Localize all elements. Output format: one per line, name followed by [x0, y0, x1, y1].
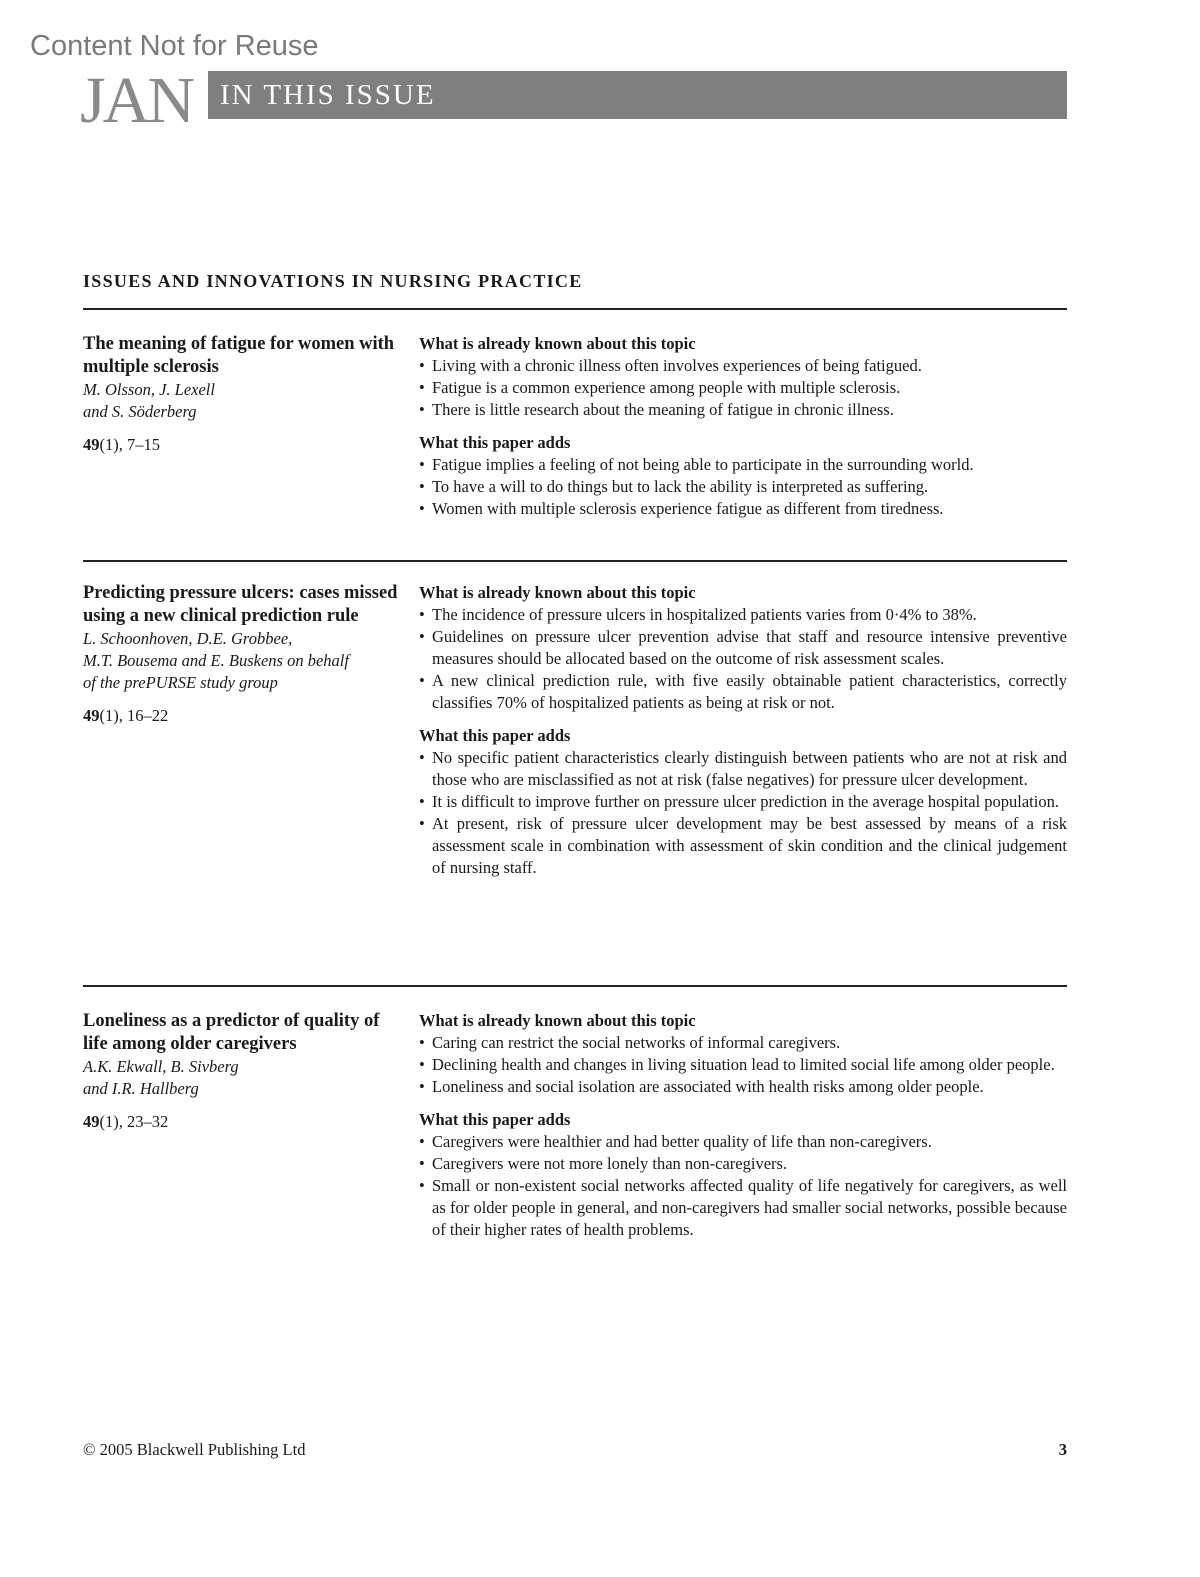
citation-volume: 49 — [83, 1112, 100, 1131]
known-block — [419, 333, 1067, 421]
known-heading: What is already known about this topic — [419, 583, 696, 602]
list-item: • Small or non-existent social networks affected quality of life negatively for caregivers, as well as for older people in general, and non-caregivers had smaller social networks, possible because of their higher rates of health problems. — [419, 1175, 1067, 1241]
citation-pages: (1), 7–15 — [99, 435, 160, 454]
list-item: • No specific patient characteristics clearly distinguish between patients who are not at risk and those who are misclassified as not at risk (false negatives) for pressure ulcer development. — [419, 747, 1067, 791]
masthead — [80, 64, 1067, 137]
adds-block — [419, 1109, 1067, 1241]
citation-volume: 49 — [83, 435, 100, 454]
divider — [83, 985, 1067, 987]
author-line: of the prePURSE study group — [83, 673, 278, 692]
adds-block — [419, 725, 1067, 879]
citation-pages: (1), 23–32 — [99, 1112, 169, 1131]
page-number: 3 — [1058, 1440, 1067, 1459]
list-item: • Declining health and changes in living situation lead to limited social life among older people. — [419, 1054, 1067, 1076]
list-item: • Loneliness and social isolation are associated with health risks among older people. — [419, 1076, 1067, 1098]
article-2-summary — [419, 582, 1067, 879]
citation-pages: (1), 16–22 — [99, 706, 169, 725]
known-list — [419, 604, 1067, 714]
list-item: • Living with a chronic illness often involves experiences of being fatigued. — [419, 355, 1067, 377]
adds-list — [419, 1131, 1067, 1241]
list-item: • It is difficult to improve further on pressure ulcer prediction in the average hospital population. — [419, 791, 1067, 813]
article-1-summary — [419, 333, 1067, 520]
list-item: • Caring can restrict the social networks of informal caregivers. — [419, 1032, 1067, 1054]
article-title[interactable]: Loneliness as a predictor of quality of life among older caregivers — [83, 1011, 380, 1054]
known-block — [419, 1010, 1067, 1098]
article-2-meta — [83, 582, 401, 727]
issue-banner-text: IN THIS ISSUE — [220, 79, 436, 111]
list-item: • To have a will to do things but to lack the ability is interpreted as suffering. — [419, 476, 1067, 498]
author-line: A.K. Ekwall, B. Sivberg — [83, 1057, 239, 1076]
list-item: • Fatigue is a common experience among people with multiple sclerosis. — [419, 377, 1067, 399]
article-authors — [83, 1056, 401, 1100]
list-item: • The incidence of pressure ulcers in hospitalized patients varies from 0·4% to 38%. — [419, 604, 1067, 626]
list-item: • Caregivers were healthier and had better quality of life than non-caregivers. — [419, 1131, 1067, 1153]
known-block — [419, 582, 1067, 714]
watermark: Content Not for Reuse — [30, 30, 319, 62]
article-3-summary — [419, 1010, 1067, 1241]
article-title[interactable]: Predicting pressure ulcers: cases missed using a new clinical prediction rule — [83, 583, 398, 626]
known-list — [419, 1032, 1067, 1098]
adds-heading: What this paper adds — [419, 433, 571, 452]
article-authors — [83, 628, 401, 694]
article-citation — [83, 1111, 401, 1133]
article-authors — [83, 379, 401, 423]
article-1-meta — [83, 333, 401, 456]
adds-block — [419, 432, 1067, 520]
citation-volume: 49 — [83, 706, 100, 725]
author-line: M. Olsson, J. Lexell — [83, 380, 215, 399]
article-citation — [83, 434, 401, 456]
copyright: © 2005 Blackwell Publishing Ltd — [83, 1440, 306, 1459]
known-list — [419, 355, 1067, 421]
author-line: L. Schoonhoven, D.E. Grobbee, — [83, 629, 293, 648]
adds-heading: What this paper adds — [419, 1110, 571, 1129]
list-item: • There is little research about the meaning of fatigue in chronic illness. — [419, 399, 1067, 421]
adds-heading: What this paper adds — [419, 726, 571, 745]
list-item: • Caregivers were not more lonely than non-caregivers. — [419, 1153, 1067, 1175]
list-item: • Guidelines on pressure ulcer prevention advise that staff and resource intensive preventive measures should be allocated based on the outcome of risk assessment scales. — [419, 626, 1067, 670]
journal-logo: JAN — [80, 64, 193, 137]
article-3-meta — [83, 1010, 401, 1133]
adds-list — [419, 454, 1067, 520]
list-item: • Women with multiple sclerosis experience fatigue as different from tiredness. — [419, 498, 1067, 520]
known-heading: What is already known about this topic — [419, 1011, 696, 1030]
author-line: and S. Söderberg — [83, 402, 197, 421]
author-line: M.T. Bousema and E. Buskens on behalf — [83, 651, 349, 670]
list-item: • A new clinical prediction rule, with five easily obtainable patient characteristics, correctly classifies 70% of hospitalized patients as being at risk or not. — [419, 670, 1067, 714]
issue-banner — [208, 71, 1067, 119]
adds-list — [419, 747, 1067, 879]
article-citation — [83, 705, 401, 727]
article-title[interactable]: The meaning of fatigue for women with multiple sclerosis — [83, 334, 395, 377]
section-heading: ISSUES AND INNOVATIONS IN NURSING PRACTICE — [83, 271, 583, 291]
list-item: • Fatigue implies a feeling of not being able to participate in the surrounding world. — [419, 454, 1067, 476]
author-line: and I.R. Hallberg — [83, 1079, 199, 1098]
divider — [83, 308, 1067, 310]
list-item: • At present, risk of pressure ulcer development may be best assessed by means of a risk assessment scale in combination with assessment of skin condition and the clinical judgement of nursing staff. — [419, 813, 1067, 879]
known-heading: What is already known about this topic — [419, 334, 696, 353]
divider — [83, 560, 1067, 562]
